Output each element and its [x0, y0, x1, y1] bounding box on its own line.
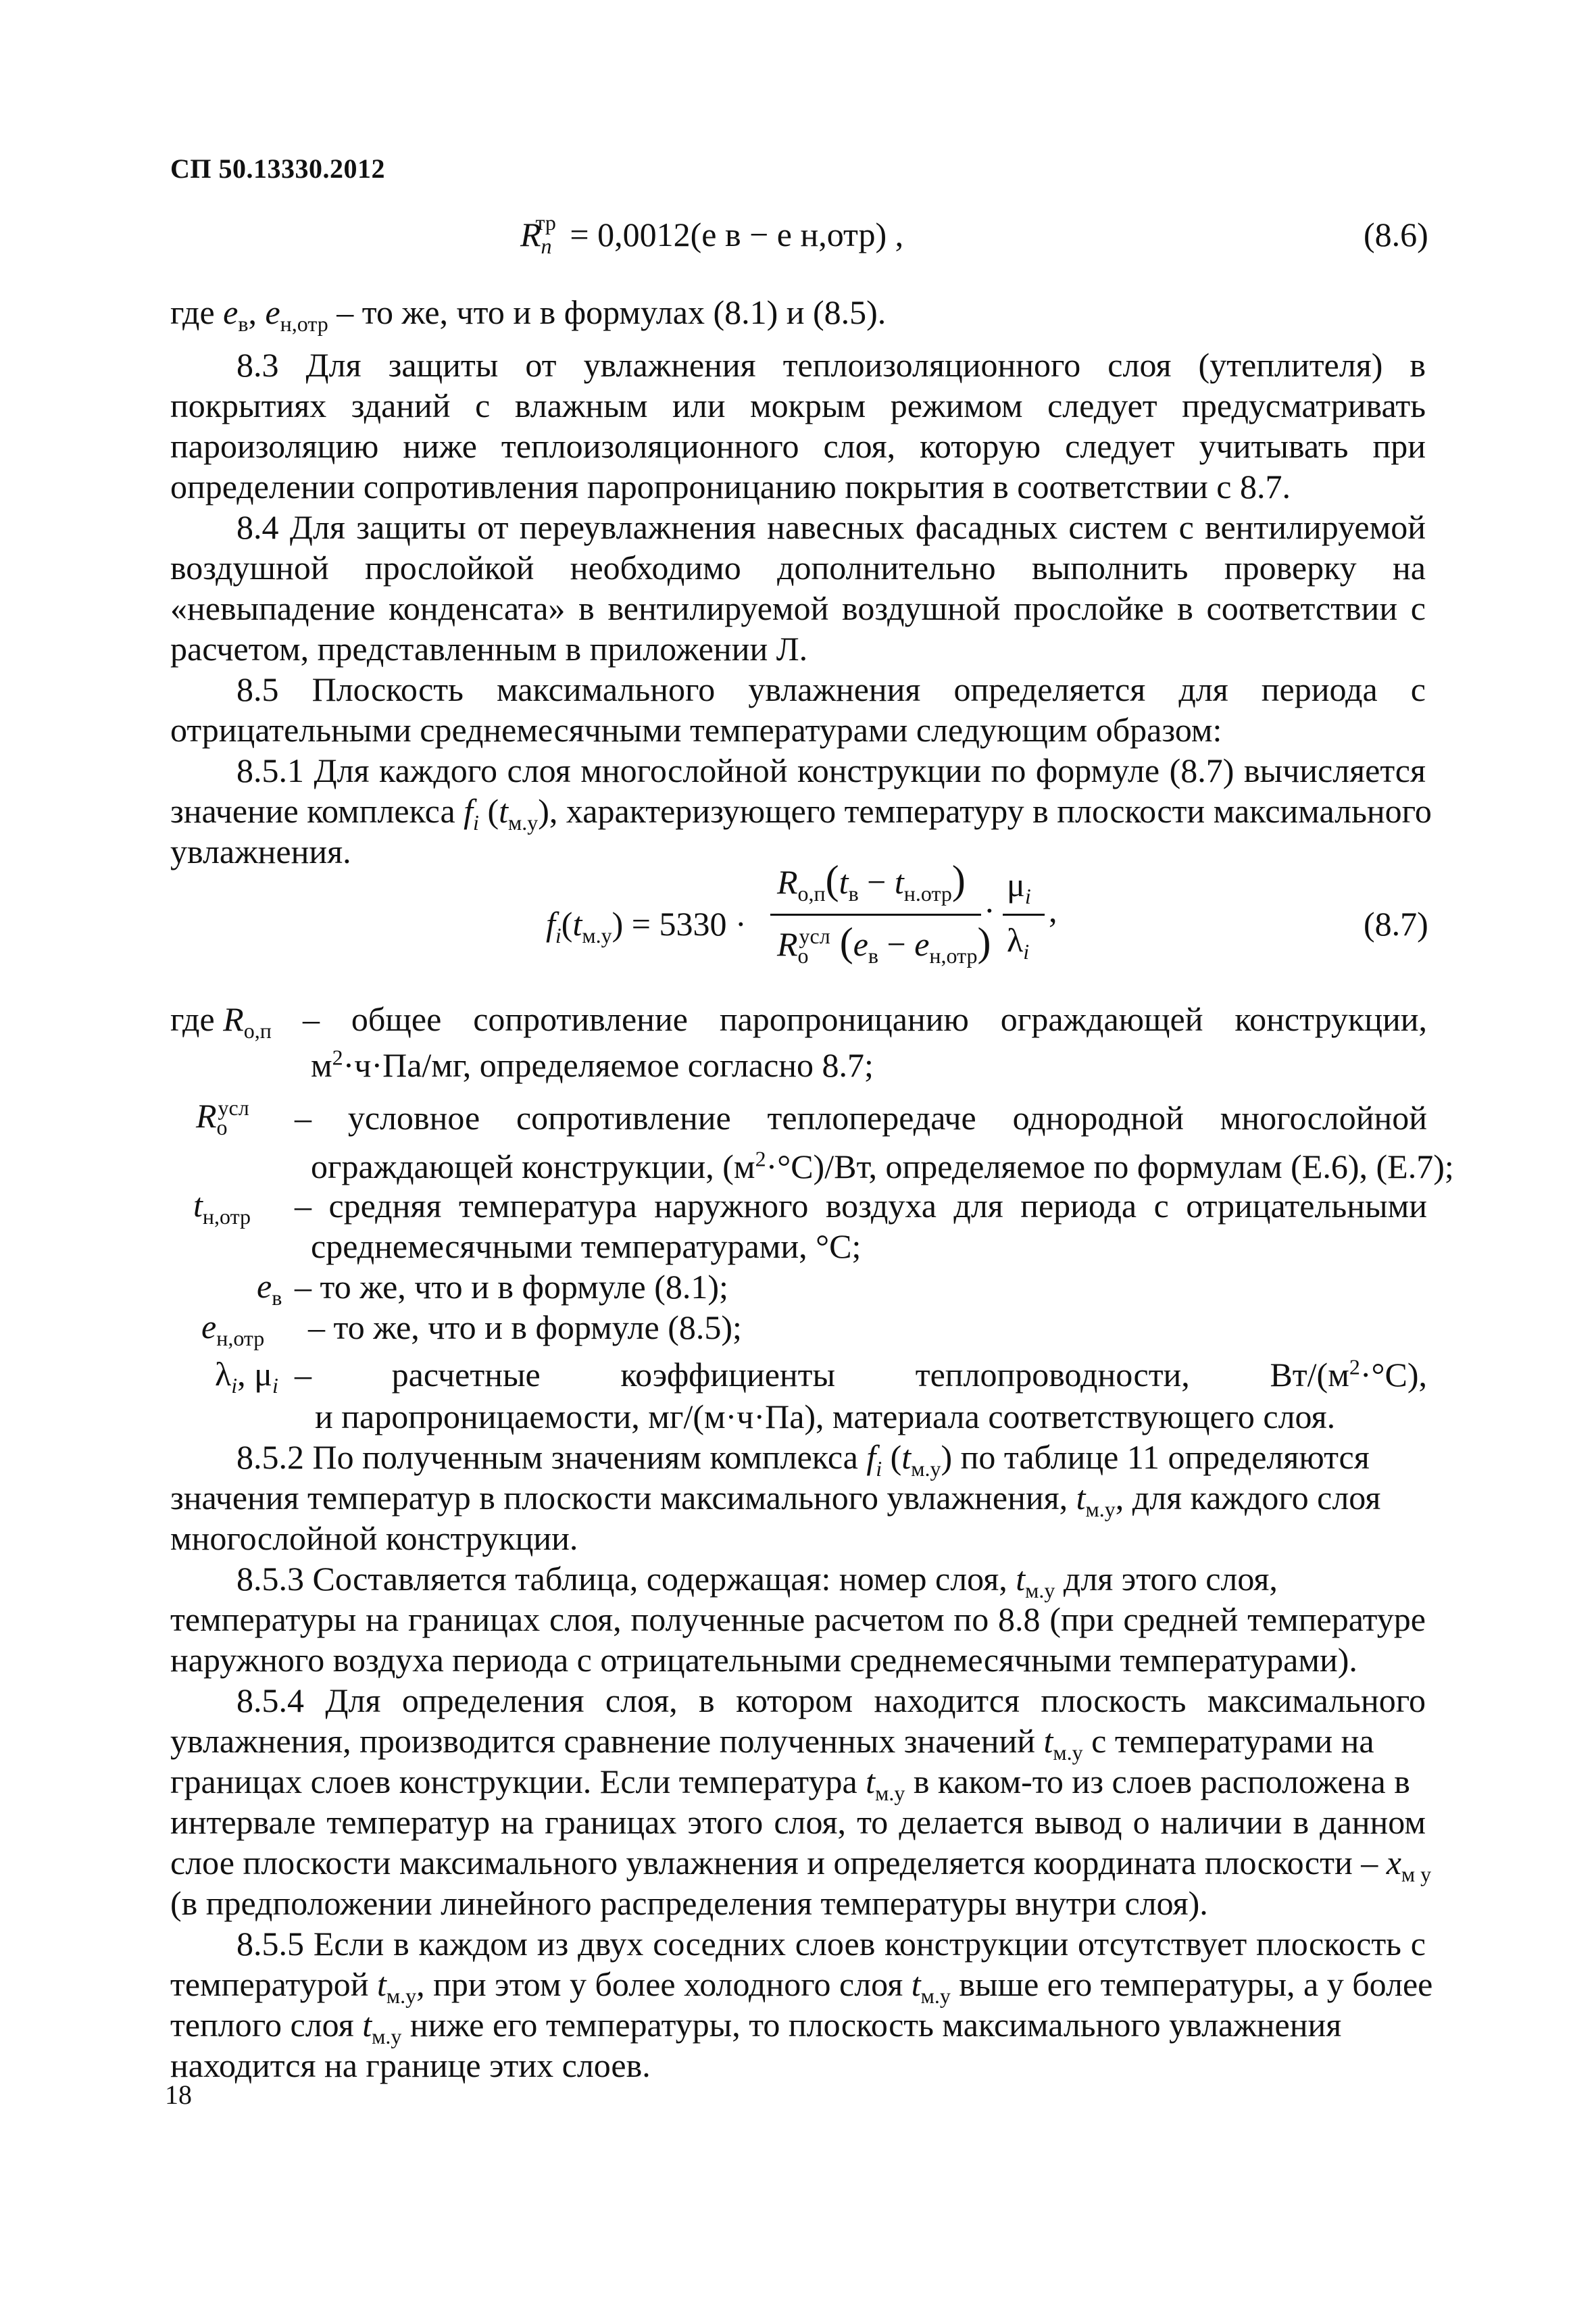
para-8-5-5-line-1: 8.5.5 Если в каждом из двух соседних слоев конструкции отсутствует плоскость с [236, 1925, 1426, 1963]
def-lambda-mu-line-2: и паропроницаемости, мг/(м·ч·Па), материала соответствующего слоя. [315, 1398, 1336, 1435]
para-8-5-3-line-1: 8.5.3 Составляется таблица, содержащая: номер слоя, $t_{м.у}$ для этого слоя, [236, 1560, 1278, 1602]
para-8-3-line-3: пароизоляцию ниже теплоизоляционного слоя, которую следует учитывать при [170, 427, 1426, 465]
para-8-5-3-line-3: наружного воздуха периода с отрицательными среднемесячными температурами). [170, 1641, 1357, 1679]
para-8-5-4-line-4: интервале температур на границах этого слоя, то делается вывод о наличии в данном [170, 1803, 1426, 1841]
para-8-5-5-line-3: теплого слоя $t_{м.у}$ ниже его температуры, то плоскость максимального увлажнения [170, 2006, 1342, 2048]
def-lambda-mu-line-1: – расчетные коэффициенты теплопроводности, $Вт/(м^2\cdot^\circ С)$, [295, 1354, 1427, 1394]
formula-8-7-comma: , [1049, 891, 1057, 929]
para-8-5-4-line-1: 8.5.4 Для определения слоя, в котором находится плоскость максимального [236, 1681, 1426, 1719]
para-8-4-line-3: «невыпадение конденсата» в вентилируемой воздушной прослойке в соответствии с [170, 589, 1426, 627]
formula-8-7-denominator: $R_о^{усл}$ $(e_в - e_{н,отр})$ [777, 920, 991, 968]
para-8-5-line-1: 8.5 Плоскость максимального увлажнения определяется для периода с [236, 670, 1426, 708]
para-8-5-1-line-1: 8.5.1 Для каждого слоя многослойной конструкции по формуле (8.7) вычисляется [236, 752, 1426, 789]
where-line-8-6: где $e_в$, $e_{н,отр}$ – то же, что и в формулах (8.1) и (8.5). [170, 293, 887, 336]
def-e-n-otr: – то же, что и в формуле (8.5); [308, 1308, 742, 1346]
formula-8-7-fraction-bar-2 [1003, 914, 1045, 916]
para-8-5-2-line-1: 8.5.2 По полученным значениям комплекса $f_i$ $(t_{м.у})$ по таблице 11 определяются [236, 1438, 1370, 1481]
para-8-4-line-2: воздушной прослойкой необходимо дополнительно выполнить проверку на [170, 549, 1426, 587]
para-8-5-4-line-2: увлажнения, производится сравнение полученных значений $t_{м.у}$ с температурами на [170, 1722, 1374, 1765]
document-header: СП 50.13330.2012 [170, 153, 385, 184]
para-8-5-5-line-4: находится на границе этих слоев. [170, 2046, 651, 2084]
formula-8-7-lambda: $\lambda_i$ [1007, 921, 1030, 964]
formula-8-7-mu: $\mu_i$ [1007, 866, 1031, 908]
def-ro-p-line-1: – общее сопротивление паропроницанию ограждающей конструкции, [303, 1000, 1427, 1038]
para-8-5-2-line-3: многослойной конструкции. [170, 1519, 578, 1557]
page-number: 18 [165, 2079, 192, 2110]
para-8-5-4-line-3: границах слоев конструкции. Если температура $t_{м.у}$ в каком-то из слоев расположена в [170, 1763, 1410, 1805]
para-8-5-4-line-6: (в предположении линейного распределения температуры внутри слоя). [170, 1884, 1208, 1922]
def-ro-p-line-2: $м^2\cdot ч\cdot Па/мг$, определяемое согласно 8.7; [311, 1045, 874, 1084]
para-8-5-1-line-3: увлажнения. [170, 833, 351, 870]
def-t-n-otr-line-2: среднемесячными температурами, °С; [311, 1227, 862, 1265]
para-8-5-2-line-2: значения температур в плоскости максимального увлажнения, $t_{м.у}$, для каждого слоя [170, 1479, 1381, 1521]
def-ro-usl-line-1: – условное сопротивление теплопередаче однородной многослойной [295, 1099, 1427, 1137]
formula-number-8-6: (8.6) [1364, 216, 1428, 253]
para-8-4-line-4: расчетом, представленным в приложении Л. [170, 630, 808, 668]
where-label: где $R_{о,п}$ [170, 1000, 272, 1043]
para-8-3-line-4: определении сопротивления паропроницанию покрытия в соответствии с 8.7. [170, 468, 1291, 506]
formula-8-6: $R_n^{тр} = 0,0012(e$ в − e н,отр) , [520, 210, 904, 258]
para-8-5-3-line-2: температуры на границах слоя, полученные расчетом по 8.8 (при средней температуре [170, 1600, 1426, 1638]
sym-e-v: $e_в$ [257, 1267, 282, 1310]
sym-e-n-otr: $e_{н,отр}$ [201, 1308, 265, 1350]
formula-number-8-7: (8.7) [1364, 905, 1428, 943]
para-8-3-line-1: 8.3 Для защиты от увлажнения теплоизоляционного слоя (утеплителя) в [236, 346, 1426, 384]
para-8-5-1-line-2: значение комплекса $f_i$ $(t_{м.у})$, характеризующего температуру в плоскости максимального [170, 792, 1432, 835]
para-8-5-5-line-2: температурой $t_{м.у}$, при этом у более холодного слоя $t_{м.у}$ выше его температуры, а у более [170, 1965, 1433, 2008]
para-8-3-line-2: покрытиях зданий с влажным или мокрым режимом следует предусматривать [170, 387, 1426, 424]
def-t-n-otr-line-1: – средняя температура наружного воздуха для периода с отрицательными [295, 1187, 1427, 1225]
def-ro-usl-line-2: ограждающей конструкции, $(м^2\cdot^\circ С)/Вт$, определяемое по формулам (Е.6), (Е.7); [311, 1146, 1454, 1185]
para-8-5-4-line-5: слое плоскости максимального увлажнения и определяется координата плоскости – $x_{м у}$ [170, 1844, 1432, 1886]
formula-8-7-numerator: $R_{о,п}(t_в - t_{н.отр})$ [777, 858, 966, 906]
sym-t-n-otr: $t_{н,отр}$ [193, 1186, 251, 1229]
para-8-4-line-1: 8.4 Для защиты от переувлажнения навесных фасадных систем с вентилируемой [236, 508, 1426, 546]
def-e-v: – то же, что и в формуле (8.1); [295, 1268, 728, 1306]
formula-8-7-lhs: $f_i(t_{м.у}) = 5330$ · [546, 905, 747, 947]
formula-8-7-dot: · [984, 891, 995, 929]
formula-8-7-fraction-bar [770, 914, 981, 916]
sym-ro-usl: $R_о^{усл}$ [196, 1096, 249, 1139]
para-8-5-line-2: отрицательными среднемесячными температурами следующим образом: [170, 711, 1222, 749]
sym-lambda-mu: $\lambda_i$, $\mu_i$ [215, 1355, 278, 1398]
